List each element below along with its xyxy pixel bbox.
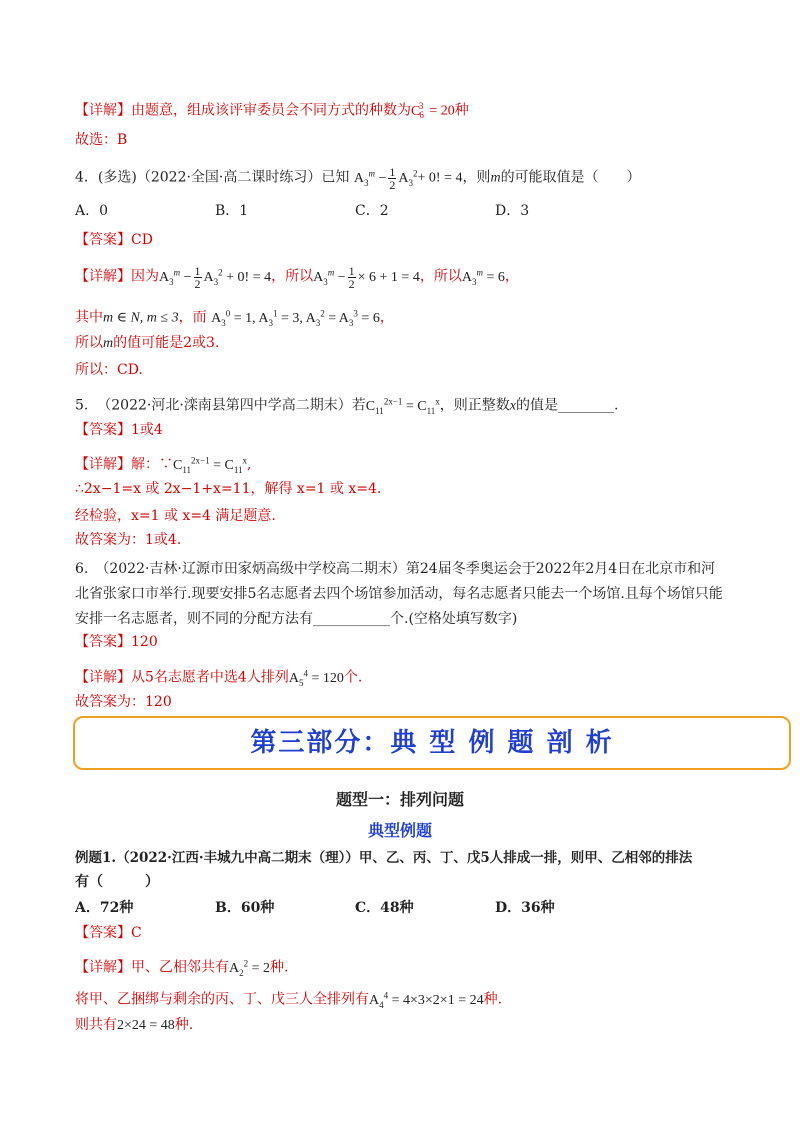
- option-c: C．2: [355, 203, 389, 219]
- sub-title: 典型例题: [367, 821, 432, 840]
- q4-answer: [75, 230, 153, 250]
- q6-d1-math: $A_5^4 = 120$: [288, 668, 344, 688]
- q4-d1-e: ，所以: [419, 268, 462, 285]
- ex1-d3: 则共有: [75, 1017, 117, 1033]
- q4-d1-g: ，: [504, 268, 519, 285]
- ex1-answer: [75, 923, 142, 943]
- q4-d1-b: + 0! = 4: [226, 269, 272, 285]
- option-c: C．48种: [355, 900, 414, 916]
- q4-d2-e: = 3,: [280, 310, 306, 326]
- q4-d1-math-3: $A_3^m = 6$: [461, 267, 505, 287]
- section-title: 第三部分：典 型 例 题 剖 析: [250, 728, 614, 758]
- q4-d1-c: ，所以: [271, 268, 314, 285]
- q5-d1: 解：∵: [131, 456, 173, 473]
- answer-tag: 【答案】: [75, 232, 131, 248]
- q4-d2-a: 其中: [75, 309, 103, 326]
- answer-tag: 【答案】: [75, 925, 131, 941]
- answer-tag: 【答案】: [75, 634, 131, 650]
- q3-math: $C_6^3$: [411, 101, 424, 121]
- q6-line-2: 北省张家口市举行.现要安排5名志愿者去四个场馆参加活动，每名志愿者只能去一个场馆.且每个场馆只能: [75, 586, 723, 602]
- q6-answer: [75, 632, 158, 652]
- q6-d1-expr: = 120: [311, 670, 344, 686]
- q5-detail-2: ∴2x−1=x 或 2x−1+x=11，解得 x=1 或 x=4.: [75, 481, 382, 497]
- q6-d1: 从5名志愿者中选4人排列: [131, 669, 289, 686]
- ex1-d2: 将甲、乙捆绑与剩余的丙、丁、戊三人全排列有: [75, 991, 369, 1008]
- q3-detail-line: [75, 96, 469, 125]
- q6-line-1: 6. （2022·吉林·辽源市田家炳高级中学校高二期末）第24届冬季奥运会于2022年2月4日在北京市和河: [75, 561, 716, 577]
- q4-d2-d: = 1,: [233, 310, 259, 326]
- ex1-d1-unit: 种.: [270, 959, 289, 976]
- option-a: A．72种: [75, 900, 134, 916]
- q5-d1-math: $C_{11}^{2x-1} = C_{11}^x$: [173, 455, 247, 475]
- q3-detail-unit: 种: [454, 102, 469, 119]
- ex1-detail-3: [75, 1015, 193, 1036]
- q4-d1-math-2: $A_3^m$ − $\frac{1}{2}$ × 6 + 1 = 4: [313, 263, 420, 291]
- ex1-d2-expr: = 4×3×2×1 = 24: [391, 992, 484, 1008]
- q4-source: （2022·全国·高二课时练习）已知: [136, 169, 350, 186]
- q4-d1-f: = 6: [486, 269, 505, 285]
- ex1-d1-math: $A_2^2 = 2$: [229, 958, 271, 978]
- detail-tag: 【详解】: [75, 669, 131, 686]
- q4-detail-3: [75, 333, 219, 354]
- detail-tag: 【详解】: [75, 959, 131, 976]
- ex1-detail-1: [75, 953, 288, 982]
- ex1-d3-expr: 2×24 = 48: [117, 1018, 175, 1033]
- q4-then: ，则: [462, 169, 491, 186]
- q5-answer: [75, 420, 163, 440]
- detail-tag: 【详解】: [75, 456, 131, 473]
- q6-line-3: 安排一名志愿者，则不同的分配方法有___________个.(空格处填写数字): [75, 611, 518, 627]
- q5-math: $C_{11}^{2x-1} = C_{11}^x$: [365, 396, 440, 416]
- q4-d2-f: = 6: [357, 310, 380, 326]
- q5-detail-3: 经检验，x=1 或 x=4 满足题意.: [75, 508, 276, 524]
- detail-tag: 【详解】: [75, 102, 131, 119]
- q4-prefix: 4．(多选): [75, 169, 137, 186]
- ex1-detail-2: [75, 985, 502, 1014]
- option-b: B．60种: [215, 900, 275, 916]
- q4-d2-g: ，: [379, 309, 394, 326]
- q4-d2-math: $A_3^0 = 1$, $A_3^1 = 3$, $A_3^2 = A_3^3 = 6$: [211, 308, 380, 328]
- option-d: D．3: [495, 203, 530, 219]
- q6-detail-2: 故答案为：120: [75, 694, 172, 710]
- type-title: 题型一：排列问题: [335, 790, 464, 809]
- q4-options: [75, 201, 635, 221]
- answer-tag: 【答案】: [75, 422, 131, 438]
- q4-ask: 的可能取值是（ ）: [500, 169, 641, 186]
- ex1-d2-math: $A_4^4 = 4\times 3\times 2\times 1 = 24$: [369, 990, 484, 1010]
- ex1-d1: 甲、乙相邻共有: [131, 959, 229, 976]
- detail-tag: 【详解】: [75, 268, 131, 285]
- ex1-options: [75, 898, 635, 918]
- q5-source: （2022·河北·滦南县第四中学高二期末）若: [97, 397, 366, 414]
- q4-var: m: [490, 170, 501, 186]
- q4-d3-a: 所以: [75, 335, 103, 351]
- q5-detail-4: 故答案为：1或4.: [75, 532, 182, 548]
- ex1-line-2: 有（ ）: [75, 874, 159, 890]
- q4-detail-4: 所以：CD.: [75, 362, 143, 378]
- q5-question: [75, 391, 618, 420]
- q4-d1-math-1: $A_3^m$ − $\frac{1}{2}$ $A_3^2 + 0$! = 4: [159, 263, 272, 291]
- q4-detail-1: [75, 262, 519, 291]
- option-a: A．0: [75, 203, 109, 219]
- answer-value: 120: [131, 634, 158, 650]
- section-banner: [73, 716, 791, 770]
- q6-detail-1: [75, 663, 362, 692]
- q5-prefix: 5.: [75, 397, 89, 414]
- q5-detail-1: 【详解】解：$\because C_{11}^{2x-1} = C_{11}^x$,: [75, 455, 252, 475]
- ex1-line-1: 例题1.（2022·江西·丰城九中高二期末（理））甲、乙、丙、丁、戊5人排成一排，则甲、乙相邻的排法: [75, 850, 693, 866]
- q4-d3-var: m: [103, 336, 114, 351]
- q4-d1-d: × 6 + 1 = 4: [357, 269, 420, 285]
- answer-value: C: [131, 925, 142, 941]
- option-d: D．36种: [495, 900, 555, 916]
- q3-detail-text: 由题意，组成该评审委员会不同方式的种数为: [131, 102, 411, 119]
- q3-detail-expr: = 20: [429, 103, 455, 119]
- q4-d2-b: m ∈ N, m ≤ 3: [103, 310, 179, 326]
- q5-var: x: [509, 398, 517, 414]
- option-b: B．1: [215, 203, 249, 219]
- q4-d1-a: 因为: [131, 268, 159, 285]
- ex1-d1-expr: = 2: [251, 960, 271, 976]
- q4-d2-c: ，而: [178, 309, 207, 326]
- q6-d1-unit: 个.: [343, 669, 363, 686]
- q4-detail-2: [75, 303, 394, 332]
- q4-expr-end: + 0! = 4: [417, 170, 463, 186]
- answer-value: 1或4: [131, 422, 163, 438]
- ex1-d3-unit: 种.: [174, 1017, 194, 1033]
- q4-math: $A_3^m$ − $\frac{1}{2}$ $A_3^2$: [353, 164, 418, 192]
- q5-cond: ，则正整数: [439, 397, 510, 414]
- ex1-d2-unit: 种.: [483, 991, 503, 1008]
- q4-d3-b: 的值可能是2或3.: [113, 335, 220, 351]
- q4-question: [75, 163, 641, 192]
- answer-value: CD: [131, 232, 153, 248]
- q5-ask: 的值是________.: [516, 397, 619, 414]
- q3-select: 故选：B: [75, 132, 128, 148]
